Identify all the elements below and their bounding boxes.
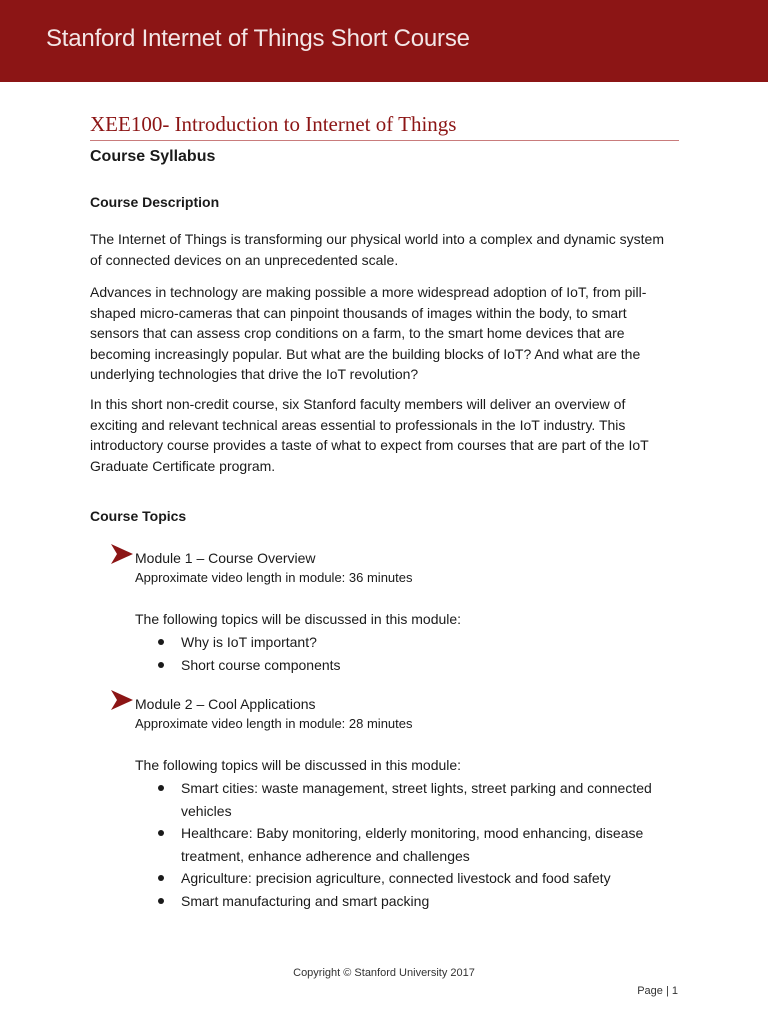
bullet-icon [158, 898, 164, 904]
page-number: Page | 1 [637, 985, 678, 997]
paragraph-line: exciting and relevant technical areas essential to professionals in the IoT industry. This [90, 416, 626, 433]
topic-text: Agriculture: precision agriculture, connected livestock and food safety [181, 870, 611, 886]
list-item [158, 654, 678, 677]
syllabus-heading: Course Syllabus [90, 148, 216, 165]
bullet-icon [158, 662, 164, 668]
module-2-title: Module 2 – Cool Applications [135, 696, 316, 712]
paragraph-line: sensors that can assess crop conditions on a farm, to the smart home devices that are [90, 325, 625, 341]
title-divider [90, 140, 679, 141]
course-topics-heading: Course Topics [90, 508, 187, 524]
list-item [158, 822, 678, 867]
header-title: Stanford Internet of Things Short Course [46, 25, 470, 52]
bullet-icon [158, 639, 164, 645]
description-paragraph-3 [90, 394, 682, 476]
header-band [0, 0, 768, 82]
module-1-topic-list [158, 631, 678, 676]
topic-text: Short course components [181, 656, 341, 673]
module-2-topics-intro: The following topics will be discussed in this module: [135, 757, 462, 773]
list-item [158, 777, 678, 822]
course-title: XEE100- Introduction to Internet of Things [90, 112, 457, 136]
list-item [158, 867, 678, 890]
topic-text: Why is IoT important? [181, 634, 317, 650]
list-item [158, 631, 678, 654]
bullet-icon [158, 830, 164, 836]
paragraph-line: In this short non-credit course, six Stanford faculty members will deliver an overview of [90, 396, 626, 412]
bullet-icon [158, 875, 164, 881]
footer-copyright: Copyright © Stanford University 2017 [293, 967, 475, 979]
paragraph-line: shaped micro-cameras that can pinpoint thousands of images within the body, to smart [90, 304, 627, 321]
module-2-topic-list [158, 777, 678, 912]
list-item [158, 890, 678, 913]
chevron-arrow-icon [111, 544, 133, 564]
module-1-topics-intro: The following topics will be discussed in this module: [135, 611, 462, 627]
bullet-icon [158, 785, 164, 791]
chevron-arrow-icon [111, 690, 133, 710]
paragraph-line: underlying technologies that drive the IoT revolution? [90, 366, 419, 382]
paragraph-line: Advances in technology are making possible a more widespread adoption of IoT, from pill- [90, 284, 647, 300]
module-2-length: Approximate video length in module: 28 minutes [135, 716, 413, 731]
paragraph-line: of connected devices on an unprecedented scale. [90, 251, 399, 268]
module-1-title: Module 1 – Course Overview [135, 550, 316, 566]
topic-text: Healthcare: Baby monitoring, elderly monitoring, mood enhancing, disease treatment, enhance adherence and challenges [181, 825, 644, 864]
topic-text: Smart cities: waste management, street lights, street parking and connected vehicles [181, 780, 652, 819]
paragraph-line: The Internet of Things is transforming our physical world into a complex and dynamic system [90, 231, 664, 247]
description-paragraph-1 [90, 229, 682, 270]
course-description-heading: Course Description [90, 194, 220, 210]
paragraph-line: introductory course provides a taste of what to expect from courses that are part of the IoT [90, 437, 649, 453]
topic-text: Smart manufacturing and smart packing [181, 892, 430, 909]
paragraph-line: Graduate Certificate program. [90, 457, 276, 474]
module-1-length: Approximate video length in module: 36 minutes [135, 570, 413, 585]
description-paragraph-2 [90, 282, 682, 385]
paragraph-line: becoming increasingly popular. But what are the building blocks of IoT? And what are the [90, 345, 641, 362]
